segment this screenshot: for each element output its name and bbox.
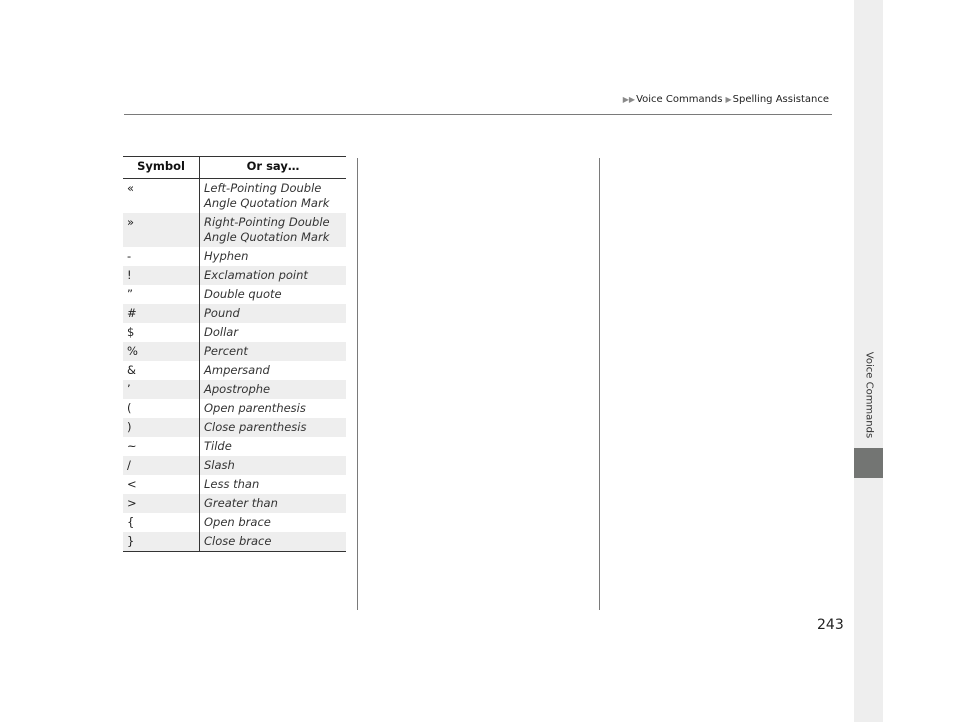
table-row	[123, 437, 346, 456]
say-cell	[200, 418, 347, 437]
say-line: Open parenthesis	[204, 401, 306, 415]
symbol-cell: {	[123, 513, 200, 532]
table-row	[123, 247, 346, 266]
say-cell	[200, 456, 347, 475]
say-line: Less than	[204, 477, 260, 491]
say-cell	[200, 179, 347, 214]
symbol-cell: &	[123, 361, 200, 380]
symbol-cell: #	[123, 304, 200, 323]
symbol-cell: >	[123, 494, 200, 513]
breadcrumb	[623, 94, 832, 105]
symbol-cell: %	[123, 342, 200, 361]
say-cell	[200, 213, 347, 247]
say-cell	[200, 342, 347, 361]
say-line: Angle Quotation Mark	[204, 196, 330, 210]
table-row	[123, 323, 346, 342]
symbol-cell: !	[123, 266, 200, 285]
say-line: Dollar	[204, 325, 239, 339]
table-row	[123, 399, 346, 418]
symbol-cell: ~	[123, 437, 200, 456]
triangle-right-icon: ▶▶	[622, 95, 636, 104]
say-line: Right-Pointing Double	[204, 215, 330, 229]
column-divider	[599, 158, 600, 610]
say-cell	[200, 513, 347, 532]
breadcrumb-item[interactable]: Voice Commands	[636, 94, 723, 105]
say-cell	[200, 361, 347, 380]
say-cell	[200, 247, 347, 266]
say-line: Left-Pointing Double	[204, 181, 322, 195]
table-row	[123, 456, 346, 475]
say-line: Exclamation point	[204, 268, 308, 282]
table-row	[123, 532, 346, 552]
say-cell	[200, 380, 347, 399]
symbol-cell: $	[123, 323, 200, 342]
symbol-cell: /	[123, 456, 200, 475]
table-row	[123, 342, 346, 361]
header-divider	[124, 114, 832, 115]
table-row	[123, 361, 346, 380]
table-row	[123, 213, 346, 247]
chapter-marker	[854, 448, 883, 478]
symbol-cell: ”	[123, 285, 200, 304]
table-row	[123, 266, 346, 285]
symbol-cell: ’	[123, 380, 200, 399]
table-row	[123, 418, 346, 437]
say-line: Hyphen	[204, 249, 249, 263]
symbol-cell: (	[123, 399, 200, 418]
table-row	[123, 285, 346, 304]
column-header: Or say…	[200, 157, 347, 179]
say-line: Open brace	[204, 515, 271, 529]
say-line: Ampersand	[204, 363, 270, 377]
say-line: Double quote	[204, 287, 282, 301]
say-cell	[200, 266, 347, 285]
column-divider	[357, 158, 358, 610]
table-row	[123, 475, 346, 494]
say-line: Slash	[204, 458, 235, 472]
symbol-table	[123, 156, 346, 552]
say-cell	[200, 475, 347, 494]
triangle-right-icon: ▶	[725, 95, 732, 104]
column-header: Symbol	[123, 157, 200, 179]
say-cell	[200, 399, 347, 418]
breadcrumb-item[interactable]: Spelling Assistance	[732, 94, 829, 105]
say-line: Tilde	[204, 439, 232, 453]
symbol-cell: »	[123, 213, 200, 247]
table-row	[123, 179, 346, 214]
say-line: Percent	[204, 344, 248, 358]
say-cell	[200, 285, 347, 304]
say-line: Apostrophe	[204, 382, 271, 396]
table-row	[123, 513, 346, 532]
page-number: 243	[817, 617, 844, 633]
say-line: Close brace	[204, 534, 272, 548]
table-row	[123, 380, 346, 399]
say-cell	[200, 532, 347, 552]
symbol-cell: <	[123, 475, 200, 494]
symbol-cell: }	[123, 532, 200, 552]
symbol-cell: -	[123, 247, 200, 266]
say-line: Pound	[204, 306, 240, 320]
symbol-cell: )	[123, 418, 200, 437]
say-line: Close parenthesis	[204, 420, 307, 434]
say-cell	[200, 494, 347, 513]
say-cell	[200, 304, 347, 323]
table-row	[123, 304, 346, 323]
say-cell	[200, 437, 347, 456]
say-line: Greater than	[204, 496, 278, 510]
symbol-cell: «	[123, 179, 200, 214]
table-row	[123, 494, 346, 513]
side-tab-label: Voice Commands	[863, 351, 875, 439]
say-cell	[200, 323, 347, 342]
say-line: Angle Quotation Mark	[204, 230, 330, 244]
